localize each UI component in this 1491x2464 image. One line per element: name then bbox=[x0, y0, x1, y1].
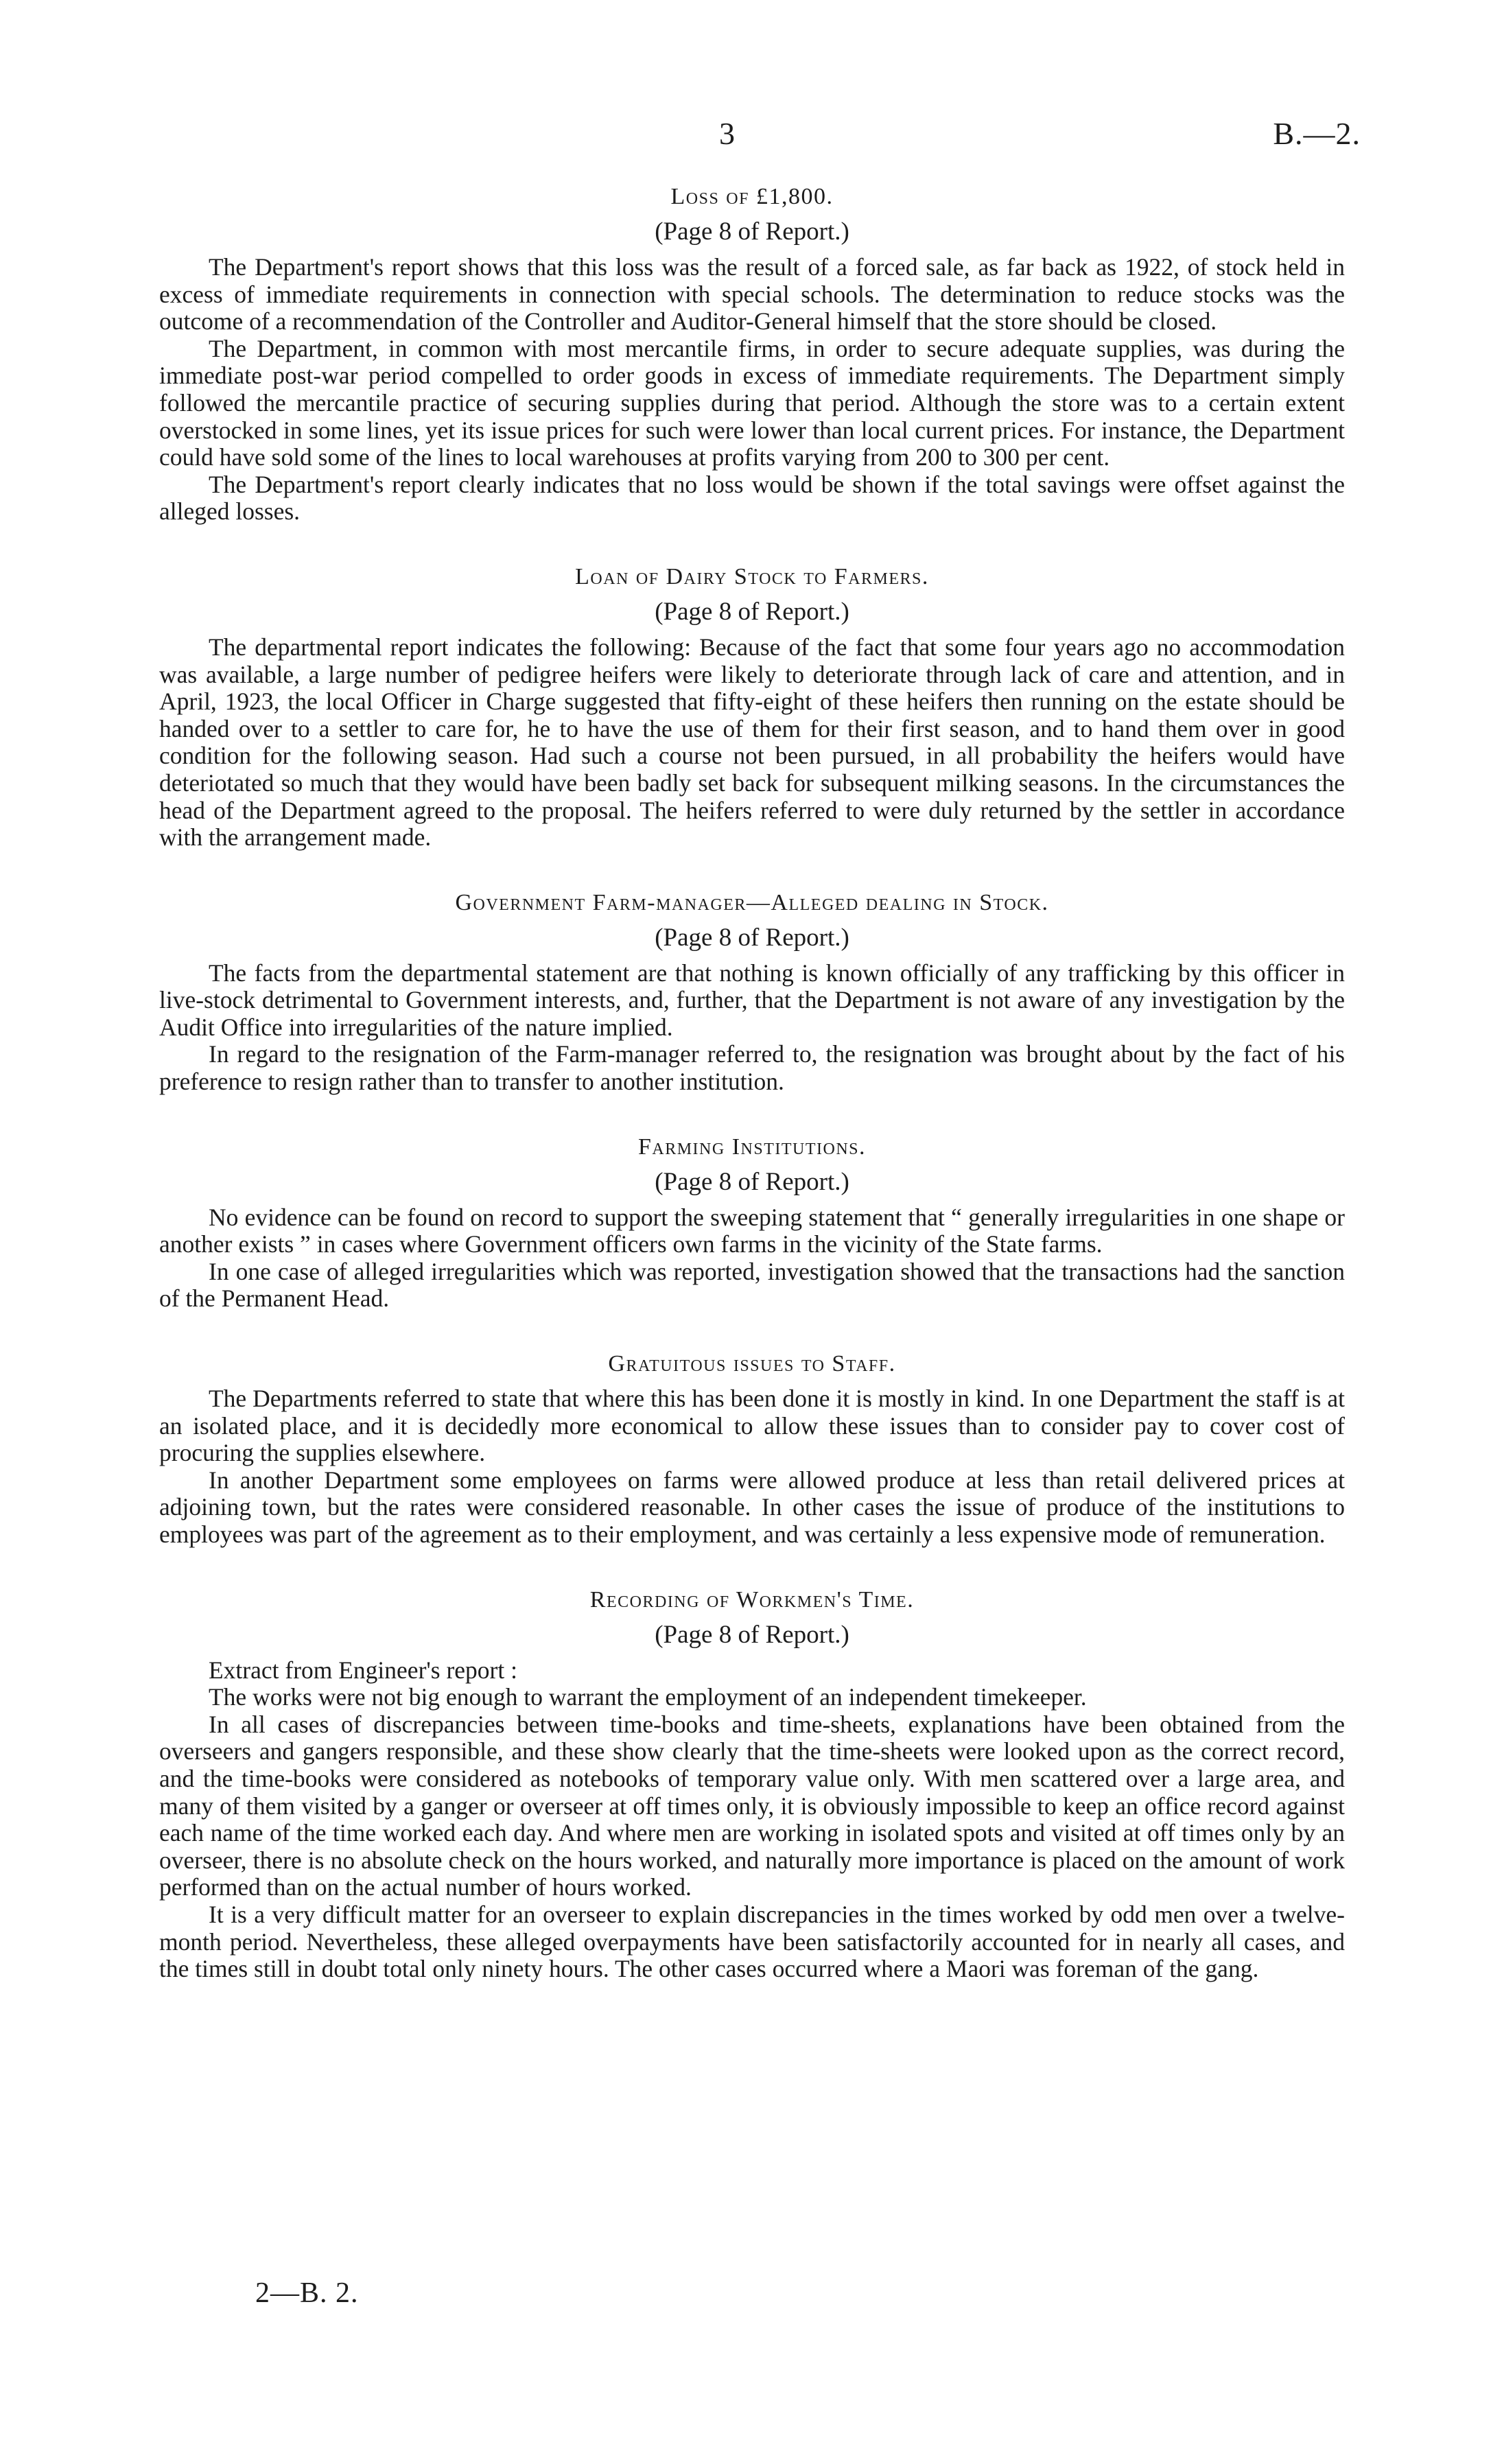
section-farming-institutions bbox=[159, 1130, 1345, 1313]
report-reference: (Page 8 of Report.) bbox=[655, 218, 849, 246]
section-heading: Government Farm-manager—Alleged dealing in Stock. bbox=[455, 889, 1049, 915]
paragraph: In another Department some employees on farms were allowed produce at less than retail delivered prices at adjoining town, but the rates were considered reasonable. In other cases the issue of produce of the institutions to employees was part of the agreement as to their employment, and was certainly a less expensive mode of remuneration. bbox=[159, 1466, 1345, 1548]
section-workmens-time bbox=[159, 1583, 1345, 1983]
section-loss bbox=[159, 180, 1345, 526]
document-reference: B.—2. bbox=[1273, 116, 1361, 151]
document-body bbox=[159, 180, 1345, 2017]
page-number: 3 bbox=[719, 116, 735, 151]
paragraph: In regard to the resignation of the Farm-manager referred to, the resignation was brought about by the fact of his preference to resign rather than to transfer to another institution. bbox=[159, 1040, 1345, 1096]
section-dairy-stock bbox=[159, 560, 1345, 852]
report-reference: (Page 8 of Report.) bbox=[655, 1620, 849, 1649]
section-gratuitous-issues bbox=[159, 1347, 1345, 1549]
paragraph: The Department, in common with most mercantile firms, in order to secure adequate supplies, was during the immediate post-war period compelled to order goods in excess of immediate requirements. The Department simply followed the mercantile practice of securing supplies during that period. Although the store was to a certain extent overstocked in some lines, yet its issue prices for such were lower than local current prices. For instance, the Department could have sold some of the lines to local warehouses at profits varying from 200 to 300 per cent. bbox=[159, 334, 1345, 471]
paragraph: The works were not big enough to warrant the employment of an independent timekeeper. bbox=[209, 1683, 1087, 1711]
section-heading: Gratuitous issues to Staff. bbox=[608, 1351, 896, 1377]
section-heading: Loan of Dairy Stock to Farmers. bbox=[575, 563, 929, 589]
report-reference: (Page 8 of Report.) bbox=[655, 1167, 849, 1196]
section-heading: Loss of £1,800. bbox=[670, 184, 834, 209]
paragraph: The Departments referred to state that where this has been done it is mostly in kind. In one Department the staff is at an isolated place, and it is decidedly more economical to allow these issues than to consider pay to cover cost of procuring the supplies elsewhere. bbox=[159, 1385, 1345, 1467]
paragraph: In one case of alleged irregularities which was reported, investigation showed that the transactions had the sanction of the Permanent Head. bbox=[159, 1257, 1345, 1313]
section-heading: Farming Institutions. bbox=[637, 1134, 867, 1160]
paragraph: Extract from Engineer's report : bbox=[209, 1656, 517, 1684]
paragraph: The Department's report shows that this loss was the result of a forced sale, as far back as 1922, of stock held in excess of immediate requirements in connection with special schools. The determination to reduce stocks was the outcome of a recommendation of the Controller and Auditor-General himself that the store should be closed. bbox=[159, 253, 1345, 336]
paragraph: In all cases of discrepancies between time-books and time-sheets, explanations have been obtained from the overseers and gangers responsible, and these show clearly that the time-sheets were looked upon as the correct record, and the time-books were considered as notebooks of temporary value only. With men scattered over a large area, and many of them visited by a ganger or overseer at off times only, it is obviously impossible to keep an office record against each name of the time worked each day. And where men are working in isolated spots and visited at off times only by an overseer, there is no absolute check on the hours worked, and naturally more importance is placed on the amount of work performed than on the actual number of hours worked. bbox=[159, 1710, 1345, 1901]
paragraph: The departmental report indicates the following: Because of the fact that some four years ago no accommodation was available, a large number of pedigree heifers were likely to deteriorate through lack of care and attention, and in April, 1923, the local Officer in Charge suggested that fifty-eight of these heifers then running on the estate should be handed over to a settler to care for, he to have the use of them for their first season, and to hand them over in good condition for the following season. Had such a course not been pursued, in all probability the heifers would have deteriotated so much that they would have been badly set back for subsequent milking seasons. In the circumstances the head of the Department agreed to the proposal. The heifers referred to were duly returned by the settler in accordance with the arrangement made. bbox=[159, 633, 1345, 852]
paragraph: It is a very difficult matter for an overseer to explain discrepancies in the times worked by odd men over a twelve-month period. Nevertheless, these alleged overpayments have been satisfactorily accounted for in nearly all cases, and the times still in doubt total only ninety hours. The other cases occurred where a Maori was foreman of the gang. bbox=[159, 1900, 1345, 1983]
section-heading: Recording of Workmen's Time. bbox=[589, 1586, 915, 1612]
paragraph: The Department's report clearly indicates that no loss would be shown if the total savings were offset against the alleged losses. bbox=[159, 470, 1345, 526]
report-reference: (Page 8 of Report.) bbox=[655, 597, 849, 626]
paragraph: The facts from the departmental statement are that nothing is known officially of any trafficking by this officer in live-stock detrimental to Government interests, and, further, that the Department is not aware of any investigation by the Audit Office into irregularities of the nature implied. bbox=[159, 959, 1345, 1041]
report-reference: (Page 8 of Report.) bbox=[655, 923, 849, 952]
footer-signature: 2—B. 2. bbox=[255, 2277, 359, 2309]
paragraph: No evidence can be found on record to support the sweeping statement that “ generally irregularities in one shape or another exists ” in cases where Government officers own farms in the vicinity of the State farms. bbox=[159, 1203, 1345, 1258]
section-farm-manager bbox=[159, 886, 1345, 1096]
